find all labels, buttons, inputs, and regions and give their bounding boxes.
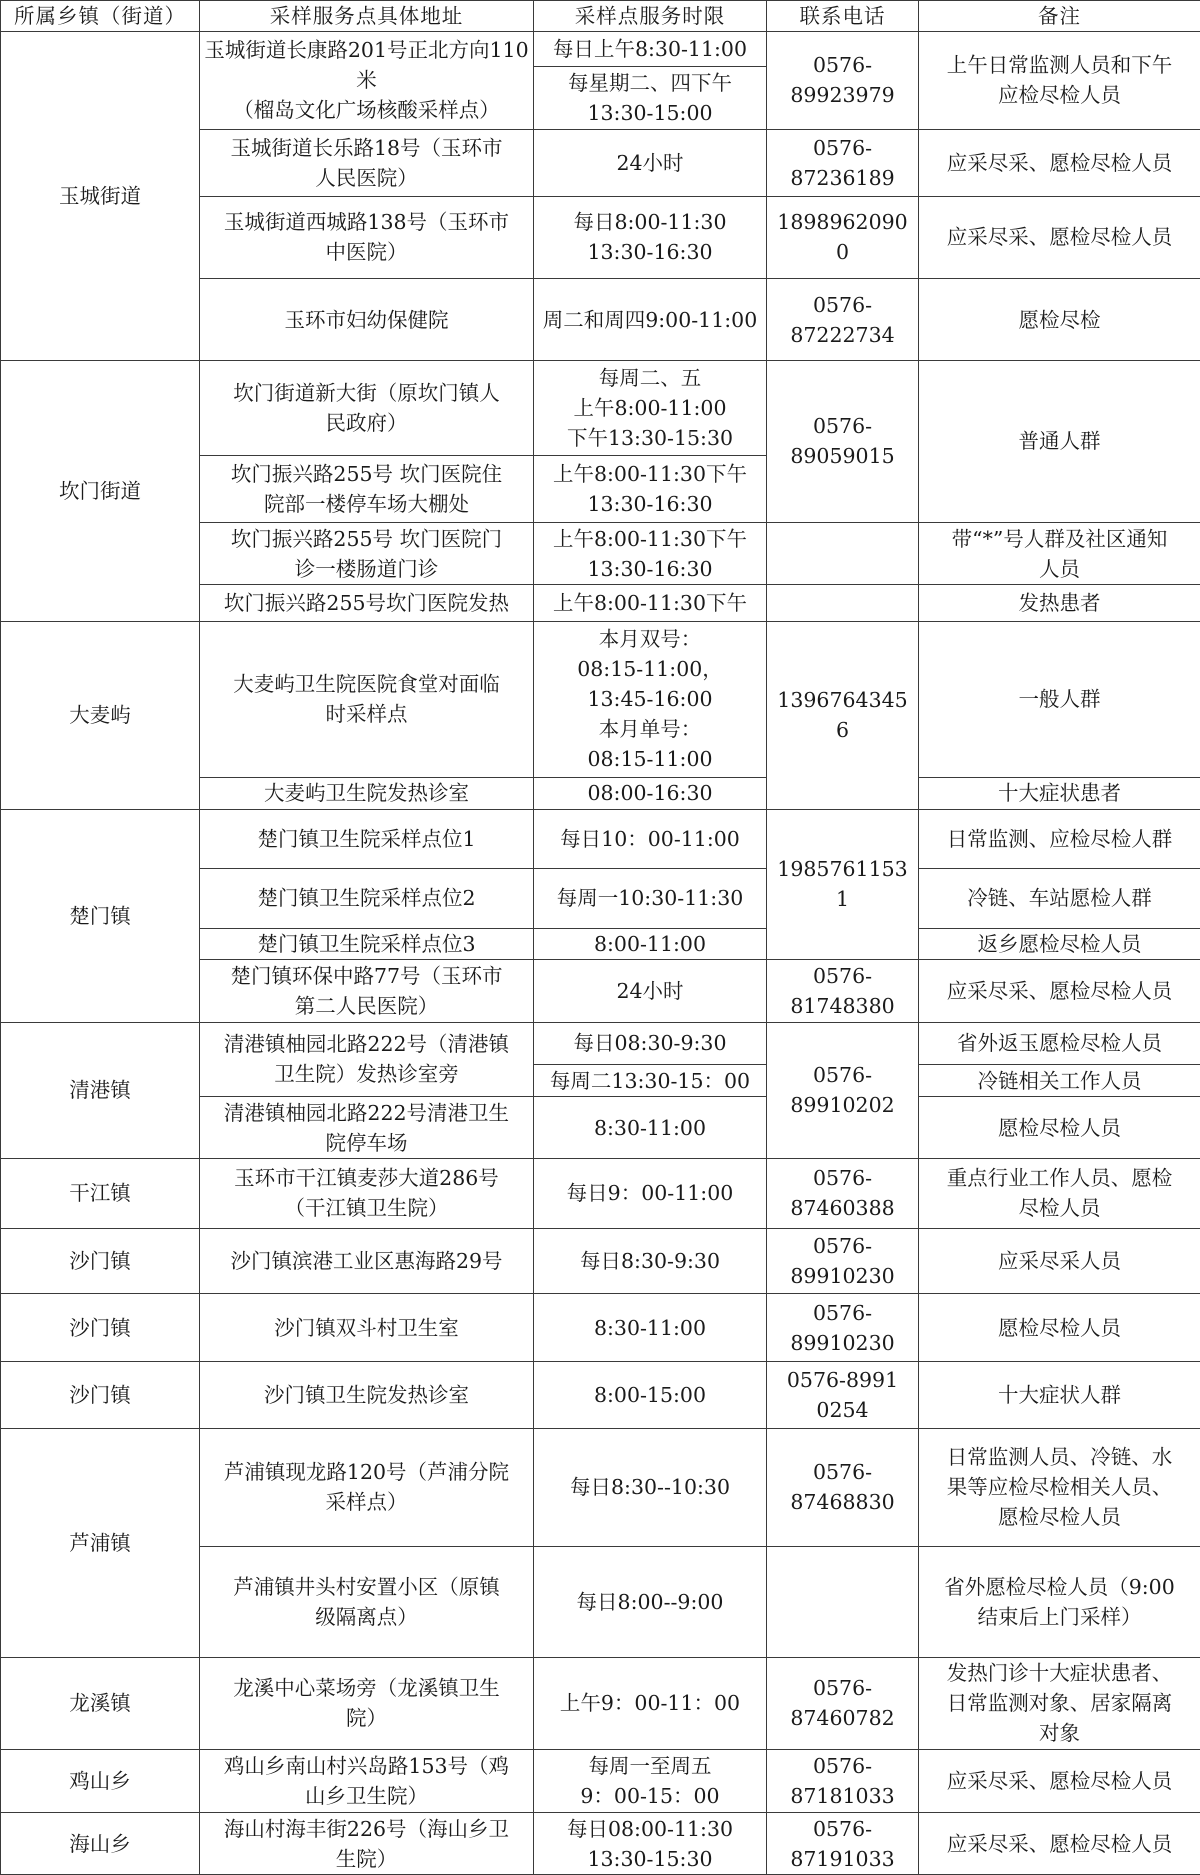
address-cell: 玉环市干江镇麦莎大道286号 （干江镇卫生院） <box>200 1158 534 1228</box>
town-cell: 鸡山乡 <box>1 1749 200 1813</box>
town-cell: 沙门镇 <box>1 1228 200 1294</box>
note-cell: 省外愿检尽检人员（9:00 结束后上门采样） <box>919 1546 1200 1657</box>
phone-cell: 13967643456 <box>767 621 919 809</box>
note-cell: 省外返玉愿检尽检人员 <box>919 1022 1200 1064</box>
note-cell: 十大症状人群 <box>919 1361 1200 1428</box>
address-cell: 玉环市妇幼保健院 <box>200 279 534 361</box>
town-cell: 坎门街道 <box>1 361 200 622</box>
address-cell: 玉城街道长康路201号正北方向110米 （榴岛文化广场核酸采样点） <box>200 32 534 130</box>
note-cell: 应采尽采、愿检尽检人员 <box>919 1813 1200 1875</box>
town-cell: 沙门镇 <box>1 1294 200 1362</box>
note-cell: 应采尽采、愿检尽检人员 <box>919 1749 1200 1813</box>
hours-cell: 24小时 <box>534 959 767 1022</box>
hours-cell: 8:00-15:00 <box>534 1361 767 1428</box>
address-cell: 沙门镇双斗村卫生室 <box>200 1294 534 1362</box>
hours-cell: 每日8:00-11:30 13:30-16:30 <box>534 196 767 279</box>
phone-cell: 0576- 87181033 <box>767 1749 919 1813</box>
note-cell: 发热门诊十大症状患者、 日常监测对象、居家隔离 对象 <box>919 1657 1200 1749</box>
note-cell: 重点行业工作人员、愿检 尽检人员 <box>919 1158 1200 1228</box>
hours-cell: 上午8:00-11:30下午 13:30-16:30 <box>534 456 767 523</box>
hours-cell: 每日8:30-9:30 <box>534 1228 767 1294</box>
phone-cell: 0576- 89910202 <box>767 1022 919 1158</box>
phone-cell: 0576- 87222734 <box>767 279 919 361</box>
table-row <box>1 1022 1200 1064</box>
town-cell: 海山乡 <box>1 1813 200 1875</box>
phone-cell: 0576- 89910230 <box>767 1228 919 1294</box>
hours-cell: 8:30-11:00 <box>534 1097 767 1159</box>
phone-cell: 18989620900 <box>767 196 919 279</box>
note-cell: 上午日常监测人员和下午 应检尽检人员 <box>919 32 1200 130</box>
hours-cell: 8:30-11:00 <box>534 1294 767 1362</box>
phone-cell: 0576- 87460388 <box>767 1158 919 1228</box>
table-row <box>1 1361 1200 1428</box>
hours-cell: 每日上午8:30-11:00 <box>534 32 767 67</box>
hours-cell: 上午8:00-11:30下午 13:30-16:30 <box>534 522 767 585</box>
note-cell: 带“*”号人群及社区通知 人员 <box>919 522 1200 585</box>
header-row <box>1 1 1200 32</box>
address-cell: 鸡山乡南山村兴岛路153号（鸡 山乡卫生院） <box>200 1749 534 1813</box>
address-cell: 坎门振兴路255号坎门医院发热 <box>200 585 534 621</box>
phone-cell: 0576- 87468830 <box>767 1428 919 1546</box>
address-cell: 清港镇柚园北路222号（清港镇 卫生院）发热诊室旁 <box>200 1022 534 1097</box>
note-cell: 冷链相关工作人员 <box>919 1064 1200 1096</box>
header-phone: 联系电话 <box>767 1 919 32</box>
phone-cell: 0576- 87236189 <box>767 129 919 196</box>
address-cell: 楚门镇卫生院采样点位3 <box>200 928 534 959</box>
phone-cell: 0576- 89910230 <box>767 1294 919 1362</box>
note-cell: 应采尽采、愿检尽检人员 <box>919 196 1200 279</box>
table-row <box>1 1749 1200 1813</box>
note-cell: 应采尽采、愿检尽检人员 <box>919 129 1200 196</box>
hours-cell: 每周一10:30-11:30 <box>534 869 767 929</box>
hours-cell: 每星期二、四下午 13:30-15:00 <box>534 67 767 130</box>
hours-cell: 上午9：00-11：00 <box>534 1657 767 1749</box>
address-cell: 坎门街道新大街（原坎门镇人 民政府） <box>200 361 534 456</box>
phone-cell <box>767 522 919 585</box>
phone-cell: 0576- 81748380 <box>767 959 919 1022</box>
hours-cell: 上午8:00-11:30下午 <box>534 585 767 621</box>
hours-cell: 每日8:30--10:30 <box>534 1428 767 1546</box>
phone-cell: 0576- 87191033 <box>767 1813 919 1875</box>
note-cell: 普通人群 <box>919 361 1200 523</box>
phone-cell <box>767 585 919 621</box>
phone-cell: 0576- 89059015 <box>767 361 919 523</box>
town-cell: 楚门镇 <box>1 809 200 1022</box>
address-cell: 大麦屿卫生院发热诊室 <box>200 778 534 809</box>
table-row <box>1 809 1200 869</box>
table-row <box>1 1294 1200 1362</box>
hours-cell: 8:00-11:00 <box>534 928 767 959</box>
table-row <box>1 32 1200 67</box>
phone-cell: 19857611531 <box>767 809 919 959</box>
note-cell: 应采尽采、愿检尽检人员 <box>919 959 1200 1022</box>
header-address: 采样服务点具体地址 <box>200 1 534 32</box>
hours-cell: 每周二、五 上午8:00-11:00 下午13:30-15:30 <box>534 361 767 456</box>
address-cell: 坎门振兴路255号 坎门医院住 院部一楼停车场大棚处 <box>200 456 534 523</box>
address-cell: 大麦屿卫生院医院食堂对面临 时采样点 <box>200 621 534 778</box>
address-cell: 清港镇柚园北路222号清港卫生 院停车场 <box>200 1097 534 1159</box>
address-cell: 芦浦镇现龙路120号（芦浦分院 采样点） <box>200 1428 534 1546</box>
note-cell: 愿检尽检人员 <box>919 1294 1200 1362</box>
town-cell: 干江镇 <box>1 1158 200 1228</box>
hours-cell: 周二和周四9:00-11:00 <box>534 279 767 361</box>
hours-cell: 每日10：00-11:00 <box>534 809 767 869</box>
address-cell: 沙门镇滨港工业区惠海路29号 <box>200 1228 534 1294</box>
note-cell: 愿检尽检 <box>919 279 1200 361</box>
hours-cell: 每周二13:30-15：00 <box>534 1064 767 1096</box>
hours-cell: 每日08:30-9:30 <box>534 1022 767 1064</box>
address-cell: 楚门镇卫生院采样点位1 <box>200 809 534 869</box>
note-cell: 日常监测人员、冷链、水 果等应检尽检相关人员、 愿检尽检人员 <box>919 1428 1200 1546</box>
address-cell: 沙门镇卫生院发热诊室 <box>200 1361 534 1428</box>
note-cell: 应采尽采人员 <box>919 1228 1200 1294</box>
hours-cell: 每日9：00-11:00 <box>534 1158 767 1228</box>
town-cell: 龙溪镇 <box>1 1657 200 1749</box>
table-row <box>1 1657 1200 1749</box>
table-row <box>1 1158 1200 1228</box>
hours-cell: 08:00-16:30 <box>534 778 767 809</box>
note-cell: 愿检尽检人员 <box>919 1097 1200 1159</box>
table-row <box>1 1813 1200 1875</box>
town-cell: 大麦屿 <box>1 621 200 809</box>
address-cell: 海山村海丰街226号（海山乡卫 生院） <box>200 1813 534 1875</box>
hours-cell: 每日8:00--9:00 <box>534 1546 767 1657</box>
header-note: 备注 <box>919 1 1200 32</box>
note-cell: 日常监测、应检尽检人群 <box>919 809 1200 869</box>
phone-cell: 0576- 89923979 <box>767 32 919 130</box>
hours-cell: 每日08:00-11:30 13:30-15:30 <box>534 1813 767 1875</box>
note-cell: 十大症状患者 <box>919 778 1200 809</box>
phone-cell <box>767 1546 919 1657</box>
hours-cell: 每周一至周五 9：00-15：00 <box>534 1749 767 1813</box>
phone-cell: 0576-8991 0254 <box>767 1361 919 1428</box>
header-town: 所属乡镇（街道） <box>1 1 200 32</box>
address-cell: 楚门镇卫生院采样点位2 <box>200 869 534 929</box>
address-cell: 玉城街道长乐路18号（玉环市 人民医院） <box>200 129 534 196</box>
town-cell: 玉城街道 <box>1 32 200 361</box>
table-row <box>1 361 1200 456</box>
table-row <box>1 621 1200 778</box>
phone-cell: 0576- 87460782 <box>767 1657 919 1749</box>
header-hours: 采样点服务时限 <box>534 1 767 32</box>
town-cell: 沙门镇 <box>1 1361 200 1428</box>
note-cell: 返乡愿检尽检人员 <box>919 928 1200 959</box>
address-cell: 坎门振兴路255号 坎门医院门 诊一楼肠道门诊 <box>200 522 534 585</box>
address-cell: 芦浦镇井头村安置小区（原镇 级隔离点） <box>200 1546 534 1657</box>
town-cell: 芦浦镇 <box>1 1428 200 1657</box>
hours-cell: 24小时 <box>534 129 767 196</box>
address-cell: 玉城街道西城路138号（玉环市 中医院） <box>200 196 534 279</box>
address-cell: 楚门镇环保中路77号（玉环市 第二人民医院） <box>200 959 534 1022</box>
table-row <box>1 1428 1200 1546</box>
note-cell: 一般人群 <box>919 621 1200 778</box>
town-cell: 清港镇 <box>1 1022 200 1158</box>
address-cell: 龙溪中心菜场旁（龙溪镇卫生 院） <box>200 1657 534 1749</box>
table-row <box>1 1228 1200 1294</box>
note-cell: 冷链、车站愿检人群 <box>919 869 1200 929</box>
hours-cell: 本月双号： 08:15-11:00， 13:45-16:00 本月单号： 08:15-11:00 <box>534 621 767 778</box>
note-cell: 发热患者 <box>919 585 1200 621</box>
